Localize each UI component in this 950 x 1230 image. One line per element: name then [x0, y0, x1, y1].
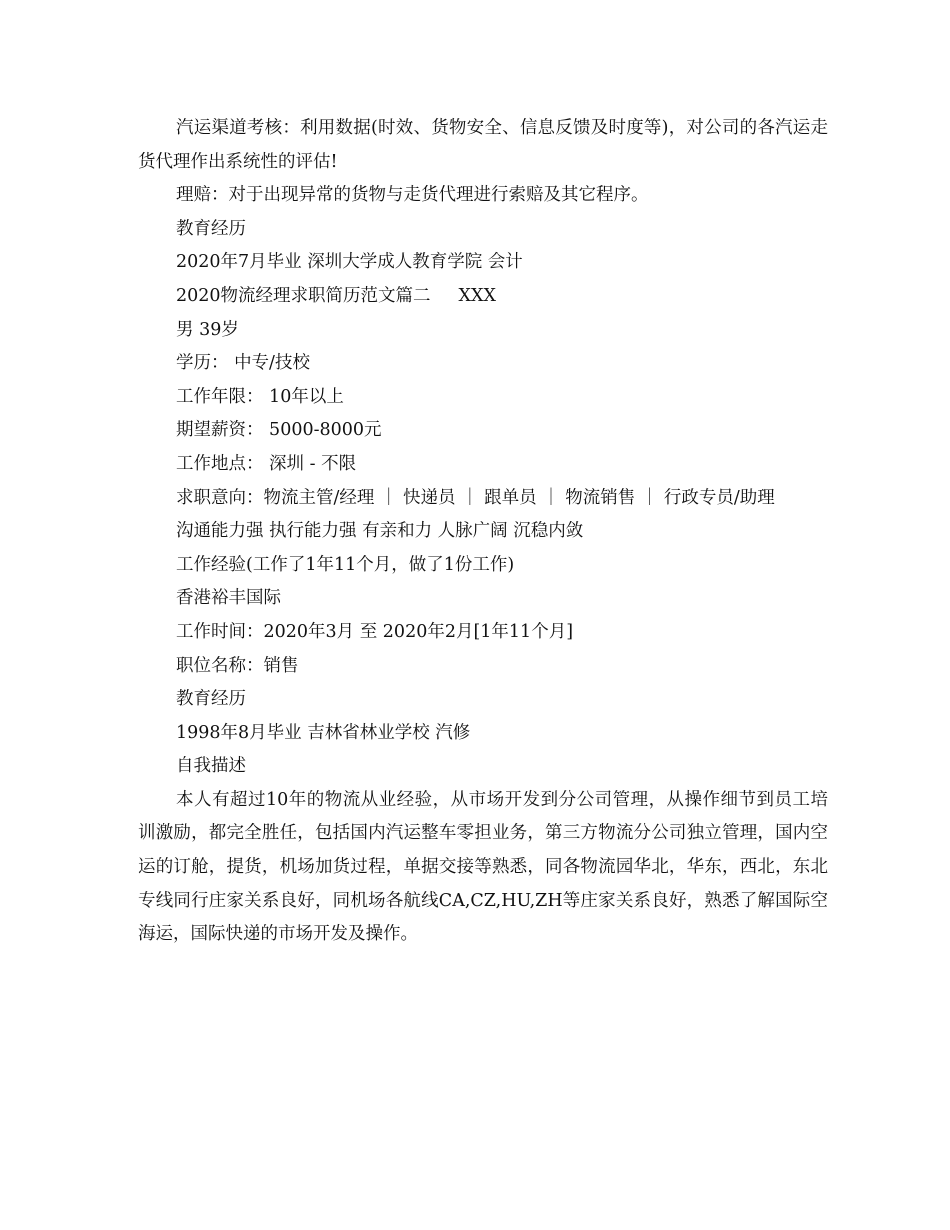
- education-level: 学历： 中专/技校: [176, 353, 310, 374]
- education-heading-2: 教育经历: [176, 689, 246, 710]
- paragraph-channel-assessment: 汽运渠道考核：利用数据(时效、货物安全、信息反馈及时度等)，对公司的各汽运走货代理作出系统性的评估!: [138, 118, 828, 172]
- years-worked: 工作年限： 10年以上: [176, 386, 344, 407]
- education-heading-1: 教育经历: [176, 218, 246, 239]
- work-period: 工作时间：2020年3月 至 2020年2月[1年11个月]: [176, 621, 574, 642]
- document-body: [138, 112, 828, 952]
- resume-title-row: [138, 280, 828, 314]
- job-intention: 求职意向：物流主管/经理 ｜ 快递员 ｜ 跟单员 ｜ 物流销售 ｜ 行政专员/助理: [176, 487, 775, 508]
- work-location: 工作地点： 深圳 - 不限: [176, 453, 357, 474]
- self-description-heading: 自我描述: [176, 756, 246, 777]
- section-title: 2020物流经理求职简历范文篇二: [176, 285, 431, 306]
- work-experience-heading: 工作经验(工作了1年11个月，做了1份工作): [176, 554, 515, 575]
- education-entry-2: 1998年8月毕业 吉林省林业学校 汽修: [176, 722, 471, 743]
- expected-salary: 期望薪资： 5000-8000元: [176, 420, 382, 441]
- education-entry-1: 2020年7月毕业 深圳大学成人教育学院 会计: [176, 252, 523, 273]
- position-title: 职位名称：销售: [176, 655, 299, 676]
- company-name: 香港裕丰国际: [176, 588, 281, 609]
- self-description-text: 本人有超过10年的物流从业经验，从市场开发到分公司管理，从操作细节到员工培训激励，都完全胜任，包括国内汽运整车零担业务，第三方物流分公司独立管理，国内空运的订舱，提货，机场加货过程，单据交接等熟悉，同各物流园华北，华东，西北，东北专线同行庄家关系良好，同机场各航线CA,CZ,HU,ZH等庄家关系良好，熟悉了解国际空海运，国际快递的市场开发及操作。: [138, 789, 828, 945]
- gender-age: 男 39岁: [176, 319, 239, 340]
- candidate-name: XXX: [458, 285, 496, 306]
- paragraph-claims: 理赔：对于出现异常的货物与走货代理进行索赔及其它程序。: [176, 185, 649, 206]
- strengths: 沟通能力强 执行能力强 有亲和力 人脉广阔 沉稳内敛: [176, 521, 584, 542]
